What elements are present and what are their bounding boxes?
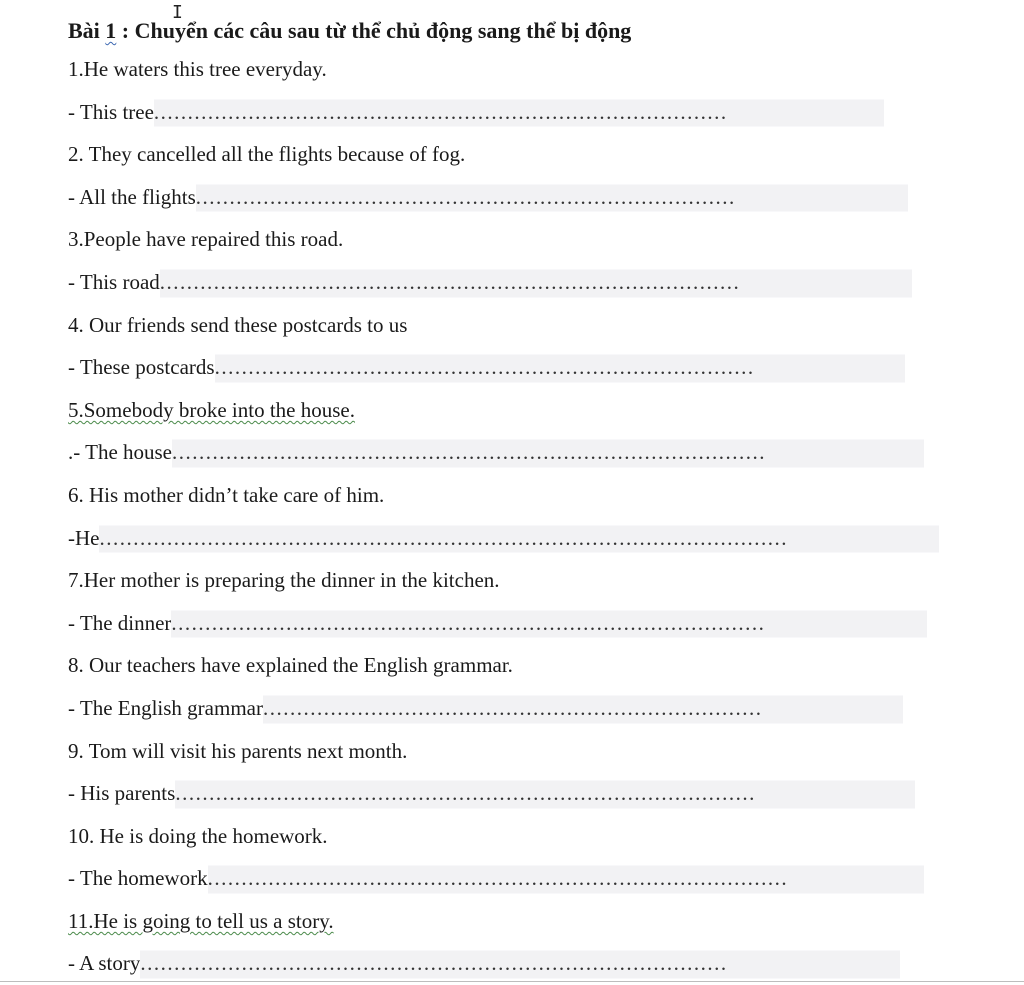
answer-5[interactable] — [68, 431, 968, 474]
question-8: 8. Our teachers have explained the English grammar. — [68, 653, 513, 678]
question-11 — [68, 900, 968, 943]
title-text: : Chuyển các câu sau từ thể chủ động sang thể bị động — [116, 18, 632, 43]
answer-prefix: - All the flights — [68, 184, 196, 209]
answer-9[interactable] — [68, 772, 968, 815]
answer-8[interactable] — [68, 687, 968, 730]
question-9: 9. Tom will visit his parents next month. — [68, 738, 408, 763]
question-5 — [68, 389, 968, 432]
question-10: 10. He is doing the homework. — [68, 823, 328, 848]
answer-blank[interactable]: .......................................................................... — [263, 687, 903, 730]
answer-blank[interactable]: ...................................................................................................... — [99, 517, 939, 560]
answer-blank[interactable]: ................................................................................ — [196, 176, 908, 219]
title-number: 1 — [105, 18, 117, 43]
answer-4[interactable] — [68, 346, 968, 389]
answer-6[interactable] — [68, 517, 968, 560]
answer-blank[interactable]: ........................................................................................ — [171, 602, 927, 645]
question-6: 6. His mother didn’t take care of him. — [68, 482, 385, 507]
page-bottom-divider — [0, 981, 1024, 982]
answer-blank[interactable]: ................................................................................ — [215, 346, 905, 389]
question-7: 7.Her mother is preparing the dinner in the kitchen. — [68, 568, 500, 593]
answer-prefix: - A story — [68, 951, 141, 976]
exercise-title — [68, 14, 968, 48]
answer-prefix: - His parents — [68, 781, 176, 806]
answer-prefix: - The homework — [68, 866, 208, 891]
title-prefix: Bài — [68, 18, 106, 43]
answer-blank[interactable]: ...................................................................................... — [175, 772, 915, 815]
question-4: 4. Our friends send these postcards to us — [68, 312, 408, 337]
document-body — [68, 14, 968, 985]
answer-blank[interactable]: ........................................................................................ — [172, 431, 924, 474]
answer-10[interactable] — [68, 857, 968, 900]
answer-prefix: -He — [68, 525, 100, 550]
answer-prefix: - The dinner — [68, 610, 172, 635]
answer-blank[interactable]: ....................................................................................... — [140, 942, 900, 985]
question-1: 1.He waters this tree everyday. — [68, 57, 327, 81]
answer-prefix: - These postcards — [68, 355, 215, 380]
answer-11[interactable] — [68, 942, 968, 985]
answer-prefix: - This road — [68, 269, 160, 294]
answer-3[interactable] — [68, 261, 968, 304]
answer-blank[interactable]: ...................................................................................... — [160, 261, 912, 304]
question-3: 3.People have repaired this road. — [68, 227, 344, 252]
question-text: 5.Somebody broke into the house. — [68, 397, 355, 422]
answer-prefix: - The English grammar — [68, 695, 263, 720]
answer-7[interactable] — [68, 602, 968, 645]
question-text: 11.He is going to tell us a story. — [68, 908, 334, 933]
answer-2[interactable] — [68, 176, 968, 219]
answer-prefix: .- The house — [68, 440, 173, 465]
answer-1[interactable] — [68, 91, 968, 134]
question-2: 2. They cancelled all the flights because of fog. — [68, 142, 466, 167]
answer-blank[interactable]: ...................................................................................... — [208, 857, 924, 900]
answer-prefix: - This tree — [68, 99, 154, 124]
text-cursor-icon: I — [172, 2, 183, 23]
answer-blank[interactable]: ..................................................................................... — [154, 91, 884, 134]
